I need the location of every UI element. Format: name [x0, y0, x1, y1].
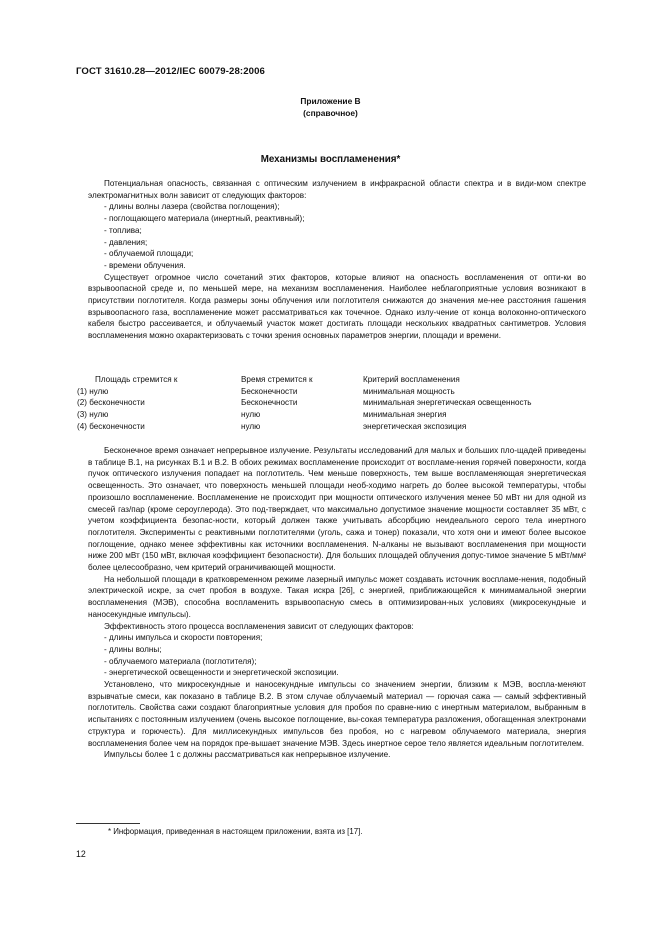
body-paragraph: Эффективность этого процесса воспламенения зависит от следующих факторов: [104, 621, 414, 631]
intro-block [88, 178, 586, 342]
factor-item: - облучаемого материала (поглотителя); [104, 656, 257, 666]
factor-item: - длины волны; [104, 644, 162, 654]
page-number: 12 [76, 849, 86, 859]
factor-item: - времени облучения. [104, 260, 186, 270]
intro-paragraph-2: Существует огромное число сочетаний этих факторов, которые влияют на опасность воспламенения от опти-ки во взрывоопасной среде и, по меньшей мере, на механизм воспламенения. Наиболее неблагоприятные условия возникают в присутствии поглотителя. Когда размеры зоны облучения или поглотителя снижаются до значения ме-нее расстояния гашения взрывоопасного газа, воспламенение может рассматриваться как точечное. Однако излу-чение от конца волоконно-оптического кабеля быстро рассеивается, и облучаемый участок может достигать площади нескольких квадратных сантиметров. Условия воспламенения можно охарактеризовать с точки зрения основных параметров энергии, площади и времени. [88, 272, 586, 341]
body-paragraph: Бесконечное время означает непрерывное излучение. Результаты исследований для малых и больших пло-щадей приведены в таблице В.1, на рисунках В.1 и В.2. В обоих режимах воспламенение происходит от воспламе-нения горячей поверхности, когда пучок оптического излучения попадает на поглотитель. Чем меньше поверхность, тем выше воспламеняющая энергетическая освещенность. Это означает, что поверхность меньшей площади необ-ходимо нагреть до более высокой температуры, чтобы произошло воспламенение. Воспламенение не происходит при мощности оптического излучения менее 50 мВт ни для одной из смесей газ/пар (кроме сероуглерода). Это под-тверждает, что максимально допустимое значение мощности составляет 35 мВт, с учетом коэффициента безопас-ности, который должен также учитывать абсорбцию неидеального серого тела инертного поглотителя. Эксперименты с реактивными поглотителями (уголь, сажа и тонер) показали, что хотя они и имеют более высокое поглощение, однако менее эффективны как источники воспламенения. N-алканы не вызывают воспламенения при мощности ниже 200 мВт (150 мВт, включая коэффициент безопасности). Для больших площадей облучения допус-тимое значение 5 мВт/мм² более целесообразно, чем критерий ограничивающей мощности. [88, 446, 586, 573]
table-cell: Бесконечности [241, 386, 298, 396]
table-cell: (1) нулю [77, 386, 109, 396]
table-cell: нулю [241, 410, 261, 420]
table-cell: (3) нулю [77, 410, 109, 420]
factor-item: - длины волны лазера (свойства поглощения); [104, 202, 280, 212]
table-cell: минимальная энергетическая освещенность [363, 398, 532, 408]
column-header: Площадь стремится к [95, 375, 178, 384]
table-cell: (2) бесконечности [77, 398, 145, 408]
factor-item: - поглощающего материала (инертный, реактивный); [104, 214, 305, 224]
factor-item: - топлива; [104, 225, 142, 235]
appendix-name: Приложение В [300, 96, 361, 106]
table-cell: минимальная энергия [363, 410, 447, 420]
factor-item: - энергетической освещенности и энергетической экспозиции. [104, 668, 339, 678]
main-text-block [88, 445, 586, 761]
column-header: Время стремится к [241, 375, 313, 384]
factor-item: - облучаемой площади; [104, 249, 194, 259]
table-cell: минимальная мощность [363, 386, 455, 396]
footnote: * Информация, приведенная в настоящем приложении, взята из [17]. [108, 827, 363, 836]
table-cell: нулю [241, 421, 261, 431]
factor-item: - длины импульса и скорости повторения; [104, 633, 263, 643]
section-title: Механизмы воспламенения* [260, 154, 401, 165]
factor-item: - давления; [104, 237, 148, 247]
appendix-type: (справочное) [303, 108, 358, 118]
column-header: Критерий воспламенения [363, 375, 460, 384]
body-paragraph: Установлено, что микросекундные и наносекундные импульсы со значением энергии, близким к МЭВ, воспла-меняют взрывчатые смеси, как показано в таблице В.2. В этом случае облучаемый материал — горючая сажа — самый эффективный поглотитель. Свойства сажи создают благоприятные условия для пробоя по сравне-нию с инертным материалом, выбранным в испытаниях с постоянным излучением (очень высокое поглощение, вы-сокая температура разложения, обогащенная электронами структура и горючесть). Для миллисекундных импульсов без пробоя, но с нагревом облучаемого материала, энергия воспламенения более чем на порядок пре-вышает значение МЭВ. Здесь инертное серое тело является идеальным поглотителем. [88, 680, 586, 748]
table-cell: (4) бесконечности [77, 421, 145, 431]
body-paragraph: Импульсы более 1 с должны рассматриваться как непрерывное излучение. [104, 750, 391, 760]
intro-paragraph: Потенциальная опасность, связанная с оптическим излучением в инфракрасной области спектра и в види-мом спектре электромагнитных волн зависит от следующих факторов: [88, 179, 586, 200]
body-paragraph: На небольшой площади в кратковременном режиме лазерный импульс может создавать источник воспламе-нения, подобный электрической искре, за счет пробоя в воздухе. Такая искра [26], с энергией, приближающейся к минимамальной энергии воспламенения (МЭВ), способна воспламенить взрывоопасную смесь в оптимизирован-ных условиях (микросекундные и наносекундные импульсы). [88, 574, 586, 619]
table-cell: энергетическая экспозиция [363, 421, 467, 431]
footnote-separator [76, 823, 140, 824]
table-cell: Бесконечности [241, 398, 298, 408]
document-header: ГОСТ 31610.28—2012/IEC 60079-28:2006 [76, 66, 265, 77]
